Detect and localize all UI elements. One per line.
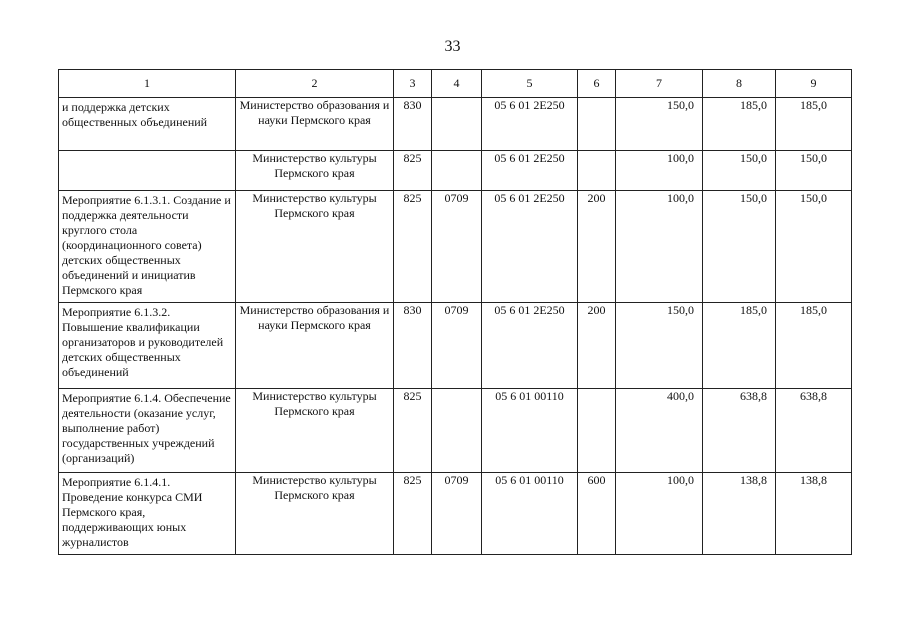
column-header: 3 xyxy=(394,70,432,98)
activity-name xyxy=(59,151,236,191)
cell-col5: 05 6 01 00110 xyxy=(482,473,578,555)
cell-col5: 05 6 01 2Е250 xyxy=(482,303,578,389)
cell-col6: 200 xyxy=(578,303,616,389)
cell-col9: 638,8 xyxy=(776,389,852,473)
cell-col9: 150,0 xyxy=(776,191,852,303)
cell-col4: 0709 xyxy=(432,191,482,303)
cell-col3: 825 xyxy=(394,389,432,473)
cell-col8: 150,0 xyxy=(703,191,776,303)
ministry-name: Министерство культуры Пермского края xyxy=(236,151,394,191)
ministry-name: Министерство культуры Пермского края xyxy=(236,191,394,303)
cell-col5: 05 6 01 2Е250 xyxy=(482,98,578,151)
column-header: 6 xyxy=(578,70,616,98)
ministry-name: Министерство культуры Пермского края xyxy=(236,473,394,555)
cell-col4 xyxy=(432,389,482,473)
column-header: 1 xyxy=(59,70,236,98)
ministry-name: Министерство культуры Пермского края xyxy=(236,389,394,473)
cell-col8: 138,8 xyxy=(703,473,776,555)
cell-col9: 185,0 xyxy=(776,98,852,151)
ministry-name: Министерство образования и науки Пермского края xyxy=(236,98,394,151)
cell-col3: 825 xyxy=(394,191,432,303)
cell-col9: 138,8 xyxy=(776,473,852,555)
activity-name: Мероприятие 6.1.3.2. Повышение квалификации организаторов и руководителей детских общественных объединений xyxy=(59,303,236,389)
cell-col6 xyxy=(578,389,616,473)
activity-name: Мероприятие 6.1.4.1. Проведение конкурса СМИ Пермского края, поддерживающих юных журналистов xyxy=(59,473,236,555)
cell-col3: 825 xyxy=(394,473,432,555)
cell-col5: 05 6 01 2Е250 xyxy=(482,151,578,191)
cell-col7: 400,0 xyxy=(616,389,703,473)
cell-col8: 185,0 xyxy=(703,303,776,389)
budget-table xyxy=(58,69,852,555)
cell-col9: 150,0 xyxy=(776,151,852,191)
cell-col4 xyxy=(432,98,482,151)
activity-name: и поддержка детских общественных объединений xyxy=(59,98,236,151)
column-header: 5 xyxy=(482,70,578,98)
column-header: 9 xyxy=(776,70,852,98)
table-row xyxy=(59,389,852,473)
cell-col3: 830 xyxy=(394,303,432,389)
cell-col4 xyxy=(432,151,482,191)
cell-col7: 100,0 xyxy=(616,473,703,555)
header-row xyxy=(59,70,852,98)
cell-col5: 05 6 01 2Е250 xyxy=(482,191,578,303)
cell-col6 xyxy=(578,151,616,191)
cell-col4: 0709 xyxy=(432,303,482,389)
cell-col4: 0709 xyxy=(432,473,482,555)
page-number: 33 xyxy=(444,38,461,55)
cell-col3: 830 xyxy=(394,98,432,151)
table-row xyxy=(59,473,852,555)
ministry-name: Министерство образования и науки Пермского края xyxy=(236,303,394,389)
table-row xyxy=(59,98,852,151)
activity-name: Мероприятие 6.1.4. Обеспечение деятельности (оказание услуг, выполнение работ) государственных учреждений (организаций) xyxy=(59,389,236,473)
table-row xyxy=(59,151,852,191)
cell-col7: 100,0 xyxy=(616,151,703,191)
cell-col7: 100,0 xyxy=(616,191,703,303)
cell-col7: 150,0 xyxy=(616,98,703,151)
column-header: 8 xyxy=(703,70,776,98)
cell-col8: 638,8 xyxy=(703,389,776,473)
column-header: 7 xyxy=(616,70,703,98)
column-header: 4 xyxy=(432,70,482,98)
cell-col3: 825 xyxy=(394,151,432,191)
cell-col6: 200 xyxy=(578,191,616,303)
table-row xyxy=(59,191,852,303)
cell-col8: 150,0 xyxy=(703,151,776,191)
column-header: 2 xyxy=(236,70,394,98)
cell-col8: 185,0 xyxy=(703,98,776,151)
activity-name: Мероприятие 6.1.3.1. Создание и поддержка деятельности круглого стола (координационного совета) детских общественных объединений и инициатив Пермского края xyxy=(59,191,236,303)
cell-col9: 185,0 xyxy=(776,303,852,389)
cell-col5: 05 6 01 00110 xyxy=(482,389,578,473)
table-row xyxy=(59,303,852,389)
cell-col6 xyxy=(578,98,616,151)
cell-col6: 600 xyxy=(578,473,616,555)
cell-col7: 150,0 xyxy=(616,303,703,389)
